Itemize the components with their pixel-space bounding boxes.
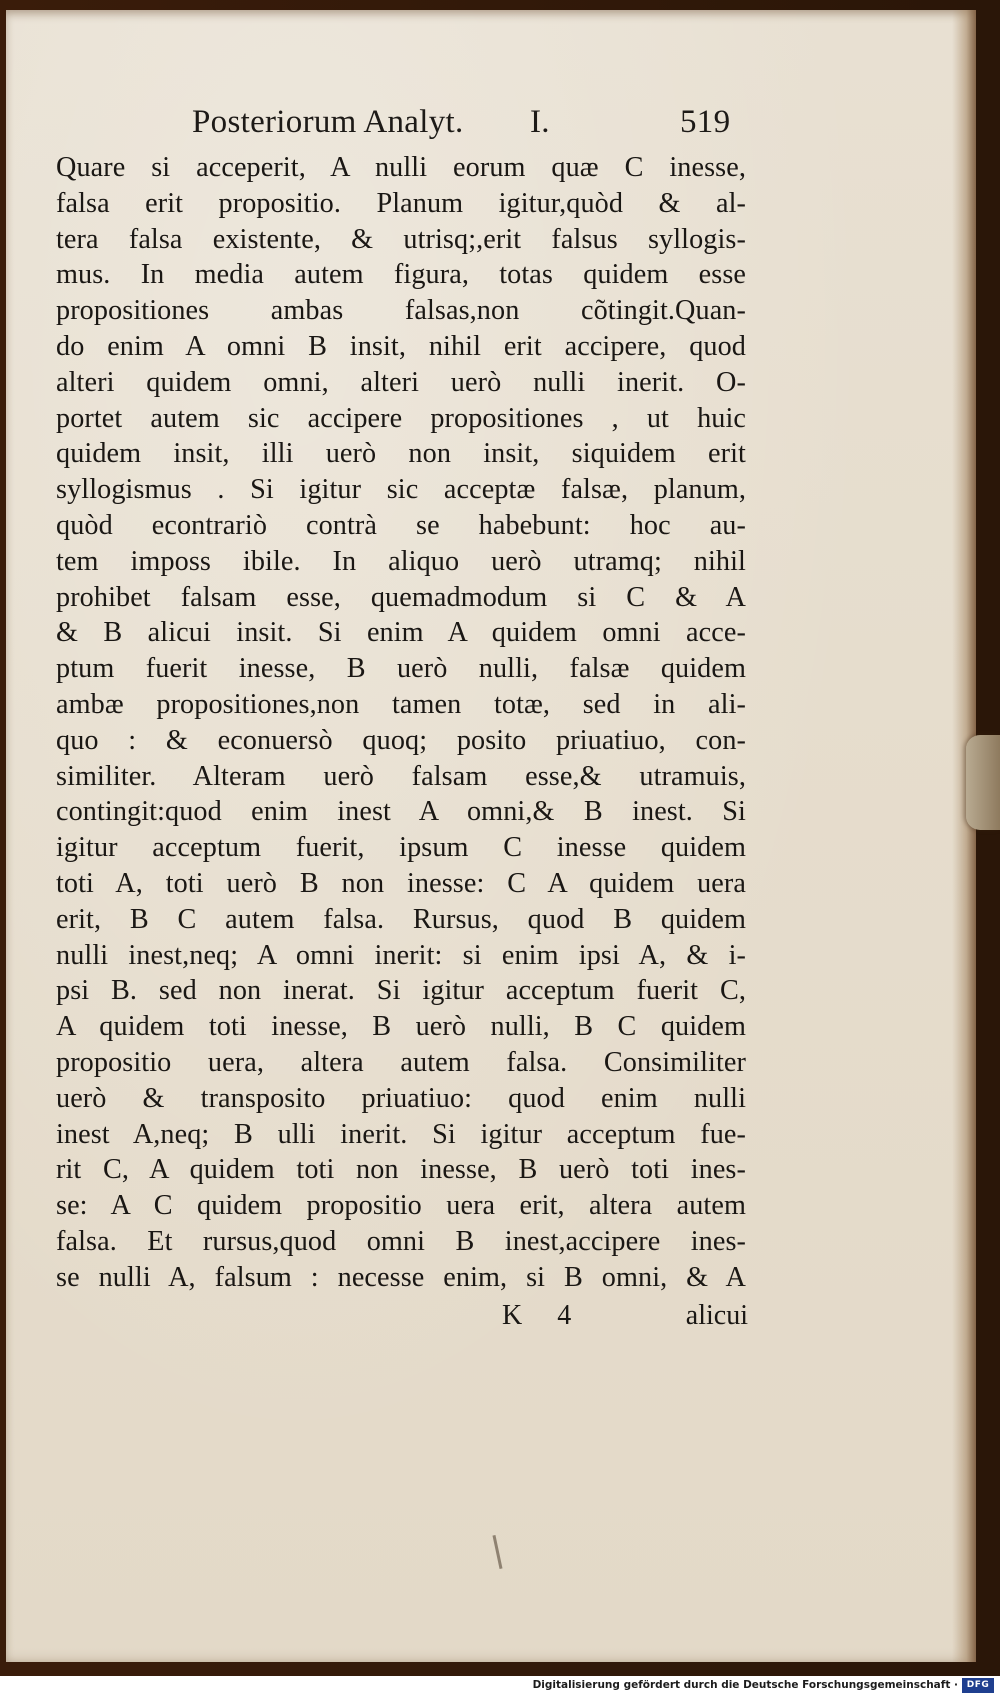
- page-tab-marker: [966, 735, 1000, 830]
- text-line: prohibet falsam esse, quemadmodum si C & A: [56, 581, 746, 613]
- text-line: se: A C quidem propositio uera erit, altera autem: [56, 1190, 746, 1222]
- text-line: ambæ propositiones,non tamen totæ, sed in ali-: [56, 688, 746, 720]
- text-line: contingit:quod enim inest A omni,& B inest. Si: [56, 796, 746, 828]
- text-line: mus. In media autem figura, totas quidem esse: [56, 259, 746, 291]
- page-fore-edge: [952, 10, 976, 1662]
- text-line: Quare si acceperit, A nulli eorum quæ C inesse,: [56, 152, 746, 183]
- text-line: similiter. Alteram uerò falsam esse,& utramuis,: [56, 760, 746, 792]
- text-line: nulli inest,neq; A omni inerit: si enim ipsi A, & i-: [56, 939, 746, 971]
- ink-stroke-mark: [492, 1535, 502, 1569]
- text-line: igitur acceptum fuerit, ipsum C inesse quidem: [56, 832, 746, 864]
- text-line: portet autem sic accipere propositiones , ut huic: [56, 402, 746, 434]
- text-line: falsa erit propositio. Planum igitur,quòd & al-: [56, 187, 746, 219]
- text-line: ptum fuerit inesse, B uerò nulli, falsæ quidem: [56, 653, 746, 685]
- text-line: tem imposs ibile. In aliquo uerò utramq; nihil: [56, 545, 746, 577]
- text-line: syllogismus . Si igitur sic acceptæ falsæ, planum,: [56, 474, 746, 506]
- text-line: psi B. sed non inerat. Si igitur acceptum fuerit C,: [56, 975, 746, 1007]
- text-line: alteri quidem omni, alteri uerò nulli inerit. O-: [56, 366, 746, 398]
- text-line: do enim A omni B insit, nihil erit accipere, quod: [56, 330, 746, 362]
- text-line: tera falsa existente, & utrisq;,erit falsus syllogis-: [56, 223, 746, 255]
- page-number: 519: [680, 104, 731, 140]
- text-line: propositiones ambas falsas,non cõtingit.Quan-: [56, 295, 746, 327]
- text-line: inest A,neq; B ulli inerit. Si igitur acceptum fue-: [56, 1118, 746, 1150]
- text-line: se nulli A, falsum : necesse enim, si B omni, & A: [56, 1261, 746, 1293]
- body-text: [56, 150, 746, 1296]
- text-line: quòd econtrariò contrà se habebunt: hoc au-: [56, 509, 746, 541]
- text-line: erit, B C autem falsa. Rursus, quod B quidem: [56, 903, 746, 935]
- text-line: uerò & transposito priuatiuo: quod enim nulli: [56, 1082, 746, 1114]
- running-head-title: Posteriorum Analyt.: [192, 104, 464, 140]
- text-line: toti A, toti uerò B non inesse: C A quidem uera: [56, 867, 746, 899]
- text-line: & B alicui insit. Si enim A quidem omni acce-: [56, 617, 746, 649]
- catchword: alicui: [685, 1300, 748, 1331]
- running-head: [192, 104, 732, 148]
- text-line: quidem insit, illi uerò non insit, siquidem erit: [56, 438, 746, 470]
- text-line: A quidem toti inesse, B uerò nulli, B C quidem: [56, 1011, 746, 1043]
- running-head-part: I.: [530, 104, 550, 140]
- book-page: [6, 10, 976, 1662]
- dfg-logo-icon: DFG: [962, 1678, 994, 1693]
- catchline: [502, 1300, 748, 1338]
- text-line: quo : & econuersò quoq; posito priuatiuo, con-: [56, 724, 746, 756]
- footer-bar: [0, 1676, 1000, 1697]
- signature-mark: K 4: [502, 1300, 586, 1331]
- text-line: rit C, A quidem toti non inesse, B uerò toti ines-: [56, 1154, 746, 1186]
- text-line: propositio uera, altera autem falsa. Consimiliter: [56, 1046, 746, 1078]
- text-line: falsa. Et rursus,quod omni B inest,accipere ines-: [56, 1225, 746, 1257]
- footer-credit: Digitalisierung gefördert durch die Deutsche Forschungsgemeinschaft ·: [532, 1679, 958, 1691]
